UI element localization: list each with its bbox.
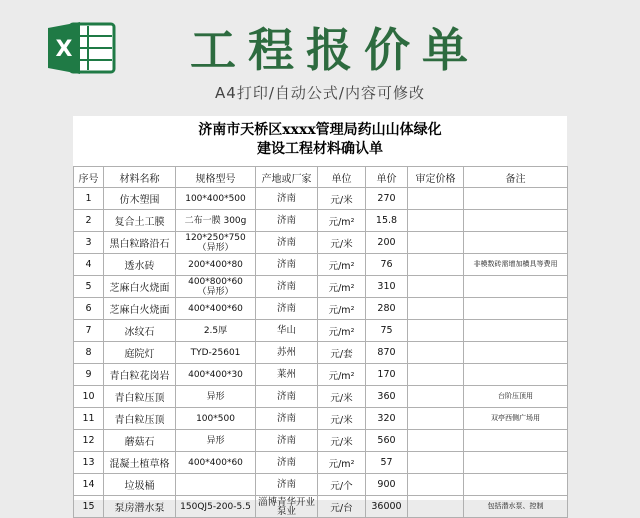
table-row (74, 320, 568, 342)
cell-note[interactable] (464, 452, 568, 474)
table-row (74, 298, 568, 320)
cell-origin[interactable]: 济南 (256, 254, 318, 276)
cell-approved[interactable] (408, 430, 464, 452)
cell-no[interactable]: 10 (74, 386, 104, 408)
table-row (74, 452, 568, 474)
cell-origin[interactable]: 济南 (256, 430, 318, 452)
cell-unit[interactable]: 元/m² (318, 210, 366, 232)
cell-price[interactable]: 75 (366, 320, 408, 342)
cell-unit[interactable]: 元/m² (318, 276, 366, 298)
cell-unit[interactable]: 元/m² (318, 254, 366, 276)
page-title: 工程报价单 (190, 23, 480, 77)
cell-price[interactable]: 900 (366, 474, 408, 496)
cell-spec[interactable]: 100*500 (176, 408, 256, 430)
cell-price[interactable]: 270 (366, 188, 408, 210)
cell-name[interactable]: 蘑菇石 (104, 430, 176, 452)
cell-price[interactable]: 76 (366, 254, 408, 276)
excel-letter: X (55, 37, 73, 62)
cell-spec[interactable] (176, 474, 256, 496)
cell-origin[interactable]: 济南 (256, 188, 318, 210)
cell-name[interactable]: 芝麻白火烧面 (104, 298, 176, 320)
cell-spec[interactable]: 200*400*80 (176, 254, 256, 276)
cell-no[interactable]: 14 (74, 474, 104, 496)
cell-name[interactable]: 透水砖 (104, 254, 176, 276)
column-header-unit[interactable]: 单位 (318, 167, 366, 188)
cell-unit[interactable]: 元/台 (318, 496, 366, 518)
cell-note[interactable]: 台阶压顶用 (464, 386, 568, 408)
cell-name[interactable]: 混凝土植草格 (104, 452, 176, 474)
cell-no[interactable]: 8 (74, 342, 104, 364)
cell-no[interactable]: 6 (74, 298, 104, 320)
cell-origin[interactable]: 济南 (256, 276, 318, 298)
cell-approved[interactable] (408, 408, 464, 430)
cell-spec[interactable]: 异形 (176, 386, 256, 408)
cell-no[interactable]: 11 (74, 408, 104, 430)
column-header-price[interactable]: 单价 (366, 167, 408, 188)
cell-note[interactable] (464, 430, 568, 452)
cell-price[interactable]: 280 (366, 298, 408, 320)
cell-note[interactable]: 双亭西侧广场用 (464, 408, 568, 430)
cell-spec[interactable]: 2.5厚 (176, 320, 256, 342)
cell-approved[interactable] (408, 232, 464, 254)
sheet-title (73, 116, 567, 166)
cell-unit[interactable]: 元/米 (318, 430, 366, 452)
cell-note[interactable] (464, 276, 568, 298)
cell-note[interactable] (464, 474, 568, 496)
cell-spec[interactable]: 400*400*60 (176, 452, 256, 474)
cell-approved[interactable] (408, 452, 464, 474)
table-row (74, 474, 568, 496)
cell-note[interactable] (464, 342, 568, 364)
cell-no[interactable]: 7 (74, 320, 104, 342)
cell-no[interactable]: 9 (74, 364, 104, 386)
cell-no[interactable]: 4 (74, 254, 104, 276)
cell-no[interactable]: 3 (74, 232, 104, 254)
cell-name[interactable]: 复合土工膜 (104, 210, 176, 232)
materials-table (73, 166, 568, 518)
cell-no[interactable]: 5 (74, 276, 104, 298)
table-row (74, 430, 568, 452)
column-header-note[interactable]: 备注 (464, 167, 568, 188)
cell-origin[interactable]: 济南 (256, 210, 318, 232)
column-header-origin[interactable]: 产地或厂家 (256, 167, 318, 188)
table-row (74, 254, 568, 276)
cell-origin[interactable]: 淄博青华开业 泵业 (256, 496, 318, 518)
cell-name[interactable]: 冰纹石 (104, 320, 176, 342)
cell-note[interactable]: 非模数砖需增加横具等费用 (464, 254, 568, 276)
table-row (74, 232, 568, 254)
cell-spec[interactable]: 二布一膜 300g (176, 210, 256, 232)
cell-price[interactable]: 870 (366, 342, 408, 364)
cell-unit[interactable]: 元/m² (318, 320, 366, 342)
column-header-name[interactable]: 材料名称 (104, 167, 176, 188)
cell-note[interactable]: 包括潜水泵、控制 (464, 496, 568, 518)
cell-note[interactable] (464, 210, 568, 232)
table-row (74, 210, 568, 232)
cell-name[interactable]: 庭院灯 (104, 342, 176, 364)
cell-unit[interactable]: 元/米 (318, 232, 366, 254)
cell-approved[interactable] (408, 298, 464, 320)
cell-name[interactable]: 青白粒花岗岩 (104, 364, 176, 386)
table-row (74, 386, 568, 408)
table-row (74, 188, 568, 210)
cell-name[interactable]: 仿木塑围 (104, 188, 176, 210)
cell-origin[interactable]: 济南 (256, 386, 318, 408)
column-header-approved[interactable]: 审定价格 (408, 167, 464, 188)
cell-approved[interactable] (408, 364, 464, 386)
cell-origin[interactable]: 济南 (256, 298, 318, 320)
column-header-spec[interactable]: 规格型号 (176, 167, 256, 188)
excel-icon (44, 20, 116, 76)
spreadsheet-sheet (73, 116, 567, 517)
cell-note[interactable] (464, 232, 568, 254)
cell-approved[interactable] (408, 496, 464, 518)
cell-origin[interactable]: 济南 (256, 452, 318, 474)
cell-unit[interactable]: 元/m² (318, 364, 366, 386)
cell-price[interactable]: 360 (366, 386, 408, 408)
cell-unit[interactable]: 元/个 (318, 474, 366, 496)
cell-approved[interactable] (408, 342, 464, 364)
cell-unit[interactable]: 元/m² (318, 298, 366, 320)
cell-spec[interactable]: 150QJ5-200-5.5 (176, 496, 256, 518)
cell-approved[interactable] (408, 474, 464, 496)
cell-origin[interactable]: 苏州 (256, 342, 318, 364)
table-row (74, 364, 568, 386)
cell-no[interactable]: 15 (74, 496, 104, 518)
cell-no[interactable]: 12 (74, 430, 104, 452)
cell-price[interactable]: 200 (366, 232, 408, 254)
cell-origin[interactable]: 济南 (256, 474, 318, 496)
cell-approved[interactable] (408, 188, 464, 210)
table-row (74, 496, 568, 518)
cell-price[interactable]: 15.8 (366, 210, 408, 232)
cell-note[interactable] (464, 298, 568, 320)
cell-price[interactable]: 310 (366, 276, 408, 298)
cell-name[interactable]: 青白粒压顶 (104, 386, 176, 408)
cell-spec[interactable]: 400*400*60 (176, 298, 256, 320)
banner-header (0, 0, 640, 112)
cell-note[interactable] (464, 364, 568, 386)
cell-spec[interactable]: 400*800*60 （异形） (176, 276, 256, 298)
cell-approved[interactable] (408, 276, 464, 298)
cell-spec[interactable]: 400*400*30 (176, 364, 256, 386)
table-body (74, 188, 568, 518)
cell-origin[interactable]: 华山 (256, 320, 318, 342)
cell-spec[interactable]: 异形 (176, 430, 256, 452)
cell-unit[interactable]: 元/米 (318, 386, 366, 408)
cell-name[interactable]: 黑白粒路沿石 (104, 232, 176, 254)
cell-origin[interactable]: 济南 (256, 232, 318, 254)
cell-unit[interactable]: 元/m² (318, 452, 366, 474)
cell-price[interactable]: 57 (366, 452, 408, 474)
cell-price[interactable]: 320 (366, 408, 408, 430)
cell-price[interactable]: 170 (366, 364, 408, 386)
cell-origin[interactable]: 济南 (256, 408, 318, 430)
page-subtitle: A4打印/自动公式/内容可修改 (215, 84, 425, 102)
cell-name[interactable]: 垃圾桶 (104, 474, 176, 496)
cell-unit[interactable]: 元/米 (318, 188, 366, 210)
cell-price[interactable]: 560 (366, 430, 408, 452)
cell-no[interactable]: 2 (74, 210, 104, 232)
cell-spec[interactable]: 120*250*750 （异形） (176, 232, 256, 254)
column-header-no[interactable]: 序号 (74, 167, 104, 188)
cell-approved[interactable] (408, 254, 464, 276)
cell-unit[interactable]: 元/米 (318, 408, 366, 430)
cell-unit[interactable]: 元/套 (318, 342, 366, 364)
cell-no[interactable]: 1 (74, 188, 104, 210)
sheet-title-line2: 建设工程材料确认单 (257, 141, 383, 157)
cell-note[interactable] (464, 188, 568, 210)
cell-price[interactable]: 36000 (366, 496, 408, 518)
cell-approved[interactable] (408, 210, 464, 232)
cell-spec[interactable]: 100*400*500 (176, 188, 256, 210)
cell-origin[interactable]: 莱州 (256, 364, 318, 386)
cell-name[interactable]: 青白粒压顶 (104, 408, 176, 430)
cell-spec[interactable]: TYD-25601 (176, 342, 256, 364)
table-row (74, 342, 568, 364)
cell-name[interactable]: 泵房潜水泵 (104, 496, 176, 518)
cell-approved[interactable] (408, 386, 464, 408)
cell-approved[interactable] (408, 320, 464, 342)
table-header-row (74, 167, 568, 188)
cell-name[interactable]: 芝麻白火烧面 (104, 276, 176, 298)
table-row (74, 408, 568, 430)
cell-no[interactable]: 13 (74, 452, 104, 474)
sheet-title-line1: 济南市天桥区xxxx管理局药山山体绿化 (198, 122, 442, 138)
table-row (74, 276, 568, 298)
cell-note[interactable] (464, 320, 568, 342)
